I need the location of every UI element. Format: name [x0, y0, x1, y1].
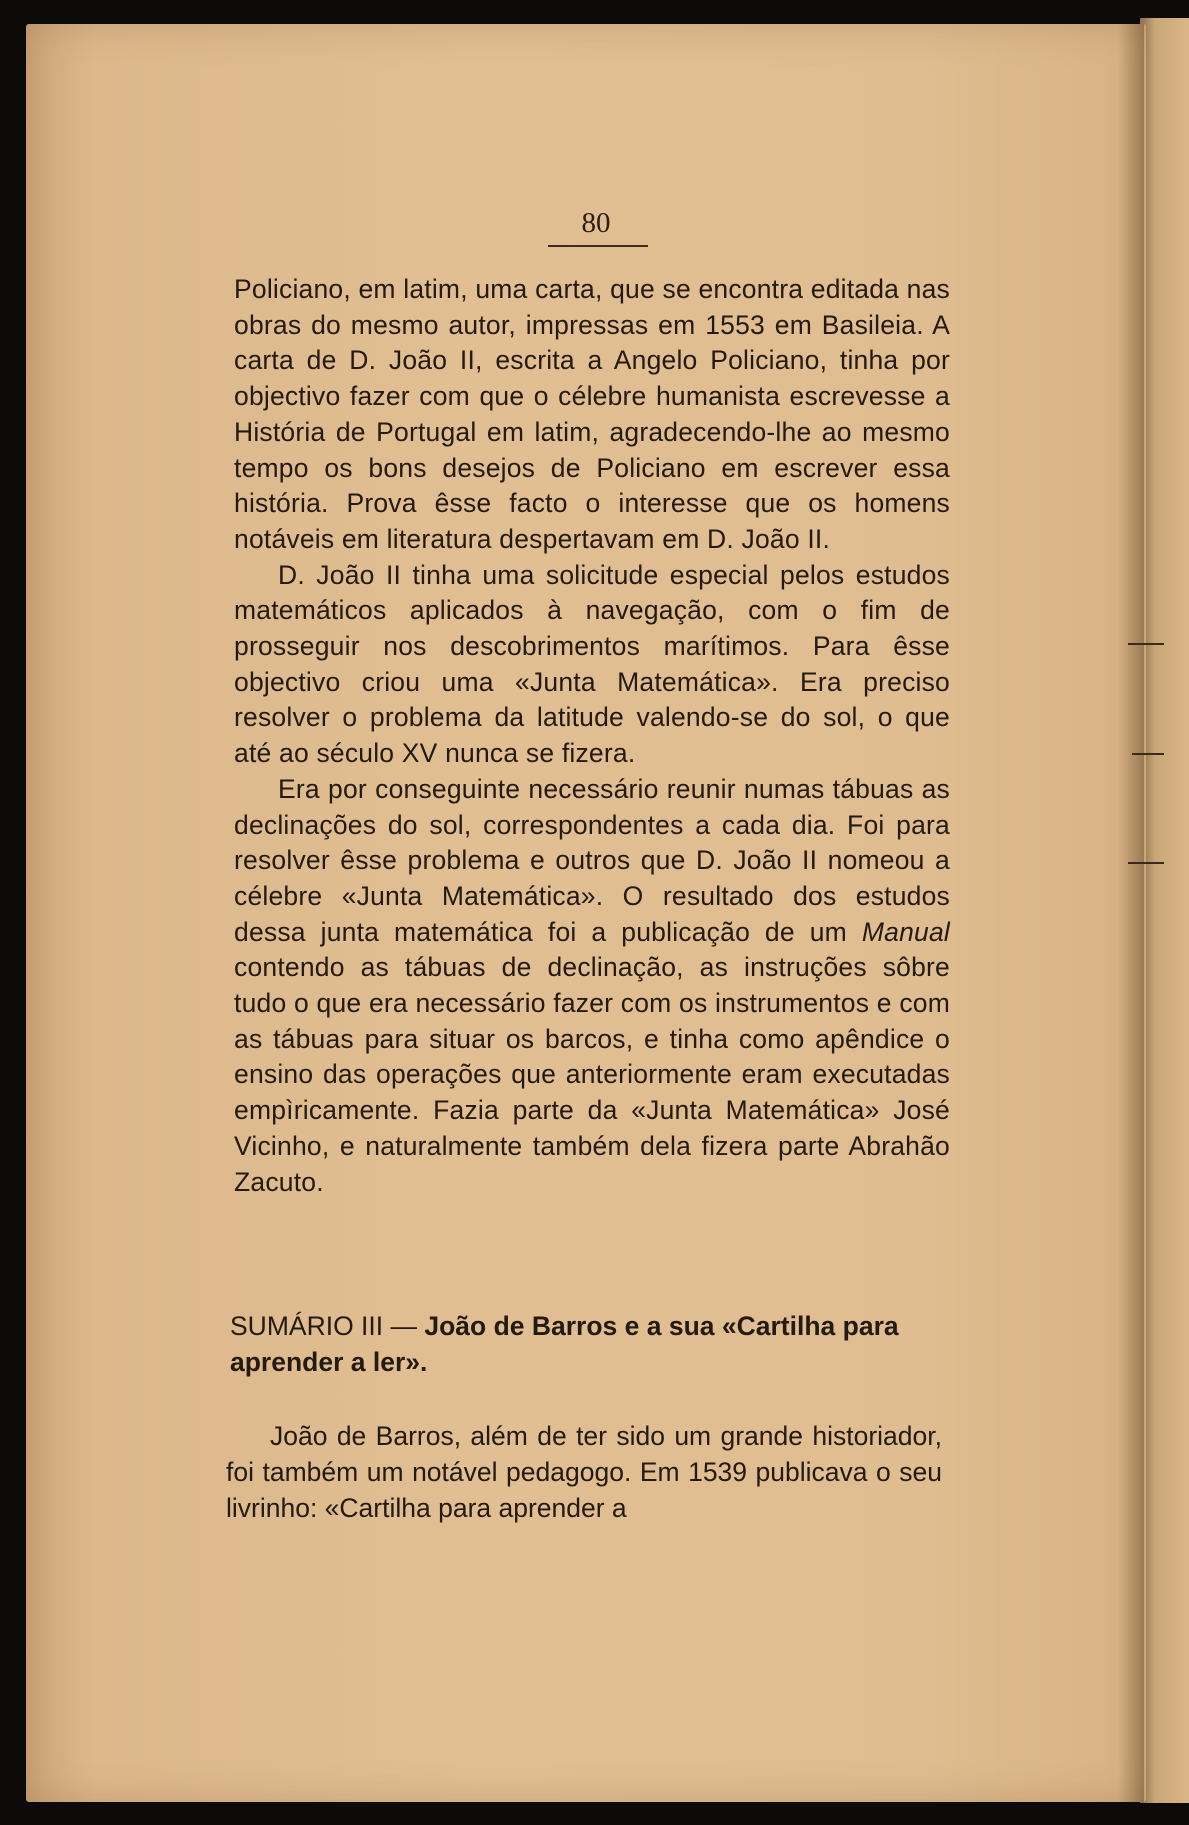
fold-shadow — [1118, 24, 1144, 1802]
edge-mark — [1128, 643, 1164, 645]
page-number: 80 — [581, 207, 611, 239]
page-number-rule — [548, 245, 648, 247]
section-body — [226, 1418, 942, 1526]
edge-mark — [1128, 862, 1164, 864]
section-label: SUMÁRIO III — — [230, 1311, 425, 1341]
body-text — [234, 272, 950, 1200]
edge-mark — [1132, 753, 1164, 755]
section-paragraph: João de Barros, além de ter sido um grande historiador, foi também um notável pedagogo. Em 1539 publicava o seu livrinho: «Cartilha para aprender a — [226, 1421, 942, 1523]
paragraph-2: D. João II tinha uma solicitude especial pelos estudos matemáticos aplicados à navegação, com o fim de prosseguir nos descobrimentos marítimos. Para êsse objectivo criou uma «Junta Matemática». Era preciso resolver o problema da latitude valendo-se do sol, o que até ao século XV nunca se fizera. — [234, 559, 950, 769]
manual-italic: Manual — [861, 916, 950, 947]
next-page-edge — [1140, 18, 1189, 1803]
section-heading — [230, 1308, 942, 1380]
paragraph-1: Policiano, em latim, uma carta, que se encontra editada nas obras do mesmo autor, impressas em 1553 em Basileia. A carta de D. João II, escrita a Angelo Policiano, tinha por objectivo fazer com que o célebre humanista escrevesse a História de Portugal em latim, agradecendo-lhe ao mesmo tempo os bons desejos de Policiano em escrever essa história. Prova êsse facto o interesse que os homens notáveis em literatura despertavam em D. João II. — [234, 274, 950, 554]
section-title: João de Barros e a sua «Cartilha para aprender a ler». — [230, 1311, 899, 1377]
paragraph-3-part-2: contendo as tábuas de declinação, as instruções sôbre tudo o que era necessário fazer com os instrumentos e com as tábuas para situar os barcos, e tinha como apêndice o ensino das operações que anteriormente eram executadas empìricamente. Fazia parte da «Junta Matemática» José Vicinho, e naturalmente também dela fizera parte Abrahão Zacuto. — [234, 952, 950, 1197]
paragraph-3-part-1: Era por conseguinte necessário reunir numas tábuas as declinações do sol, correspondentes a cada dia. Foi para resolver êsse problema e outros que D. João II nomeou a célebre «Junta Matemática». O resultado dos estudos dessa junta matemática foi a publicação de um — [234, 773, 950, 947]
paragraph-3 — [234, 772, 950, 1200]
